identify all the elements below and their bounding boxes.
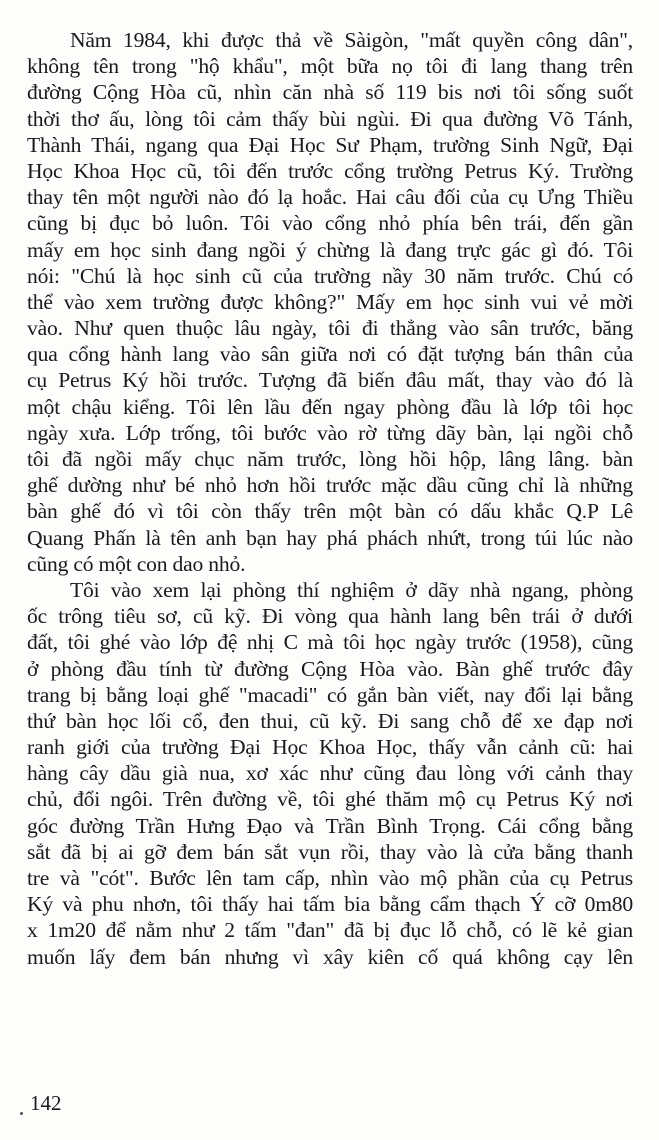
text-line: tôi đã ngồi mấy chục năm trước, lòng hồi hộp, lâng lâng. bàn xyxy=(27,447,633,471)
text-line: thể vào xem trường được không?" Mấy em học sinh vui vẻ mời xyxy=(27,289,633,314)
text-line: ghế dường như bé nhỏ hơn hồi trước mặc dầu cũng chỉ là những xyxy=(27,473,633,498)
text-line: cũng có một con dao nhỏ. xyxy=(27,551,246,576)
text-line: hàng cây dầu già nua, xơ xác như cũng đau lòng với cảnh thay xyxy=(27,761,633,786)
text-line: Quang Phấn là tên anh bạn hay phá phách nhứt, trong túi lúc nào xyxy=(27,525,633,550)
text-line: trang bị bằng loại ghế "macadi" có gắn bàn viết, nay đổi lại bằng xyxy=(27,682,633,707)
text-line: đất, tôi ghé vào lớp đệ nhị C mà tôi học ngày trước (1958), cũng xyxy=(27,630,633,655)
text-line: Thành Thái, ngang qua Đại Học Sư Phạm, trường Sinh Ngữ, Đại xyxy=(27,132,633,157)
body-text xyxy=(27,27,633,970)
text-line: ốc trông tiêu sơ, cũ kỹ. Đi vòng qua hành lang bên trái ở dưới xyxy=(27,604,633,629)
text-line: vào. Như quen thuộc lâu ngày, tôi đi thẳng vào sân trước, băng xyxy=(27,316,633,341)
text-line: Ký và phu nhơn, tôi thấy hai tấm bia bằng cẩm thạch Ý cỡ 0m80 xyxy=(27,892,633,917)
text-line: thời thơ ấu, lòng tôi cảm thấy bùi ngùi. Đi qua đường Võ Tánh, xyxy=(27,106,633,131)
text-line: ở phòng đầu tính từ đường Cộng Hòa vào. Bàn ghế trước đây xyxy=(27,656,633,681)
text-line: tre và "cót". Bước lên tam cấp, nhìn vào mộ phần của cụ Petrus xyxy=(27,866,633,890)
text-line: thay tên một người nào đó lạ hoắc. Hai câu đối của cụ Ưng Thiều xyxy=(27,185,633,210)
text-line: đường Cộng Hòa cũ, nhìn căn nhà số 119 bis nơi tôi sống suốt xyxy=(27,80,633,105)
text-line: không tên trong "hộ khẩu", một bữa nọ tôi đi lang thang trên xyxy=(27,54,633,79)
text-line: Năm 1984, khi được thả về Sàigòn, "mất quyền công dân", xyxy=(70,28,633,52)
text-line: muốn lấy đem bán nhưng vì xây kiên cố quá không cạy lên xyxy=(27,944,633,969)
scan-speck xyxy=(20,1112,23,1115)
text-line: thứ bàn học lối cổ, đen thui, cũ kỹ. Đi sang chỗ để xe đạp nơi xyxy=(27,708,633,733)
text-line: x 1m20 để nằm như 2 tấm "đan" đã bị đục lỗ chỗ, có lẽ kẻ gian xyxy=(27,918,633,943)
text-line: ranh giới của trường Đại Học Khoa Học, thấy vẫn cảnh cũ: hai xyxy=(27,735,633,760)
text-line: cụ Petrus Ký hồi trước. Tượng đã biến đâu mất, thay vào đó là xyxy=(27,368,633,393)
text-line: bàn ghế đó vì tôi còn thấy trên một bàn có dấu khắc Q.P Lê xyxy=(27,499,633,524)
text-line: một chậu kiểng. Tôi lên lầu đến ngay phòng đầu là lớp tôi học xyxy=(27,394,633,419)
text-line: góc đường Trần Hưng Đạo và Trần Bình Trọng. Cái cổng bằng xyxy=(27,813,633,838)
text-line: Học Khoa Học cũ, tôi đến trước cổng trường Petrus Ký. Trường xyxy=(27,158,633,183)
text-line: chủ, đổi ngôi. Trên đường về, tôi ghé thăm mộ cụ Petrus Ký nơi xyxy=(27,787,633,812)
text-line: nói: "Chú là học sinh cũ của trường nầy 30 năm trước. Chú có xyxy=(27,263,633,288)
text-line: ngày xưa. Lớp trống, tôi bước vào rờ từng dãy bàn, lại ngồi chỗ xyxy=(27,420,633,445)
text-line: qua cổng hành lang vào sân giữa nơi có đặt tượng bán thân của xyxy=(27,342,633,367)
text-line: mấy em học sinh đang ngồi ý chừng là đang trực gác gì đó. Tôi xyxy=(27,237,633,262)
text-line: Tôi vào xem lại phòng thí nghiệm ở dãy nhà ngang, phòng xyxy=(70,577,633,602)
text-line: sắt đã bị ai gỡ đem bán sắt vụn rồi, thay vào là cửa bằng thanh xyxy=(27,839,633,864)
text-line: cũng bị đục bỏ luôn. Tôi vào cổng nhỏ phía bên trái, đến gần xyxy=(27,211,633,236)
page-number: 142 xyxy=(30,1091,62,1115)
